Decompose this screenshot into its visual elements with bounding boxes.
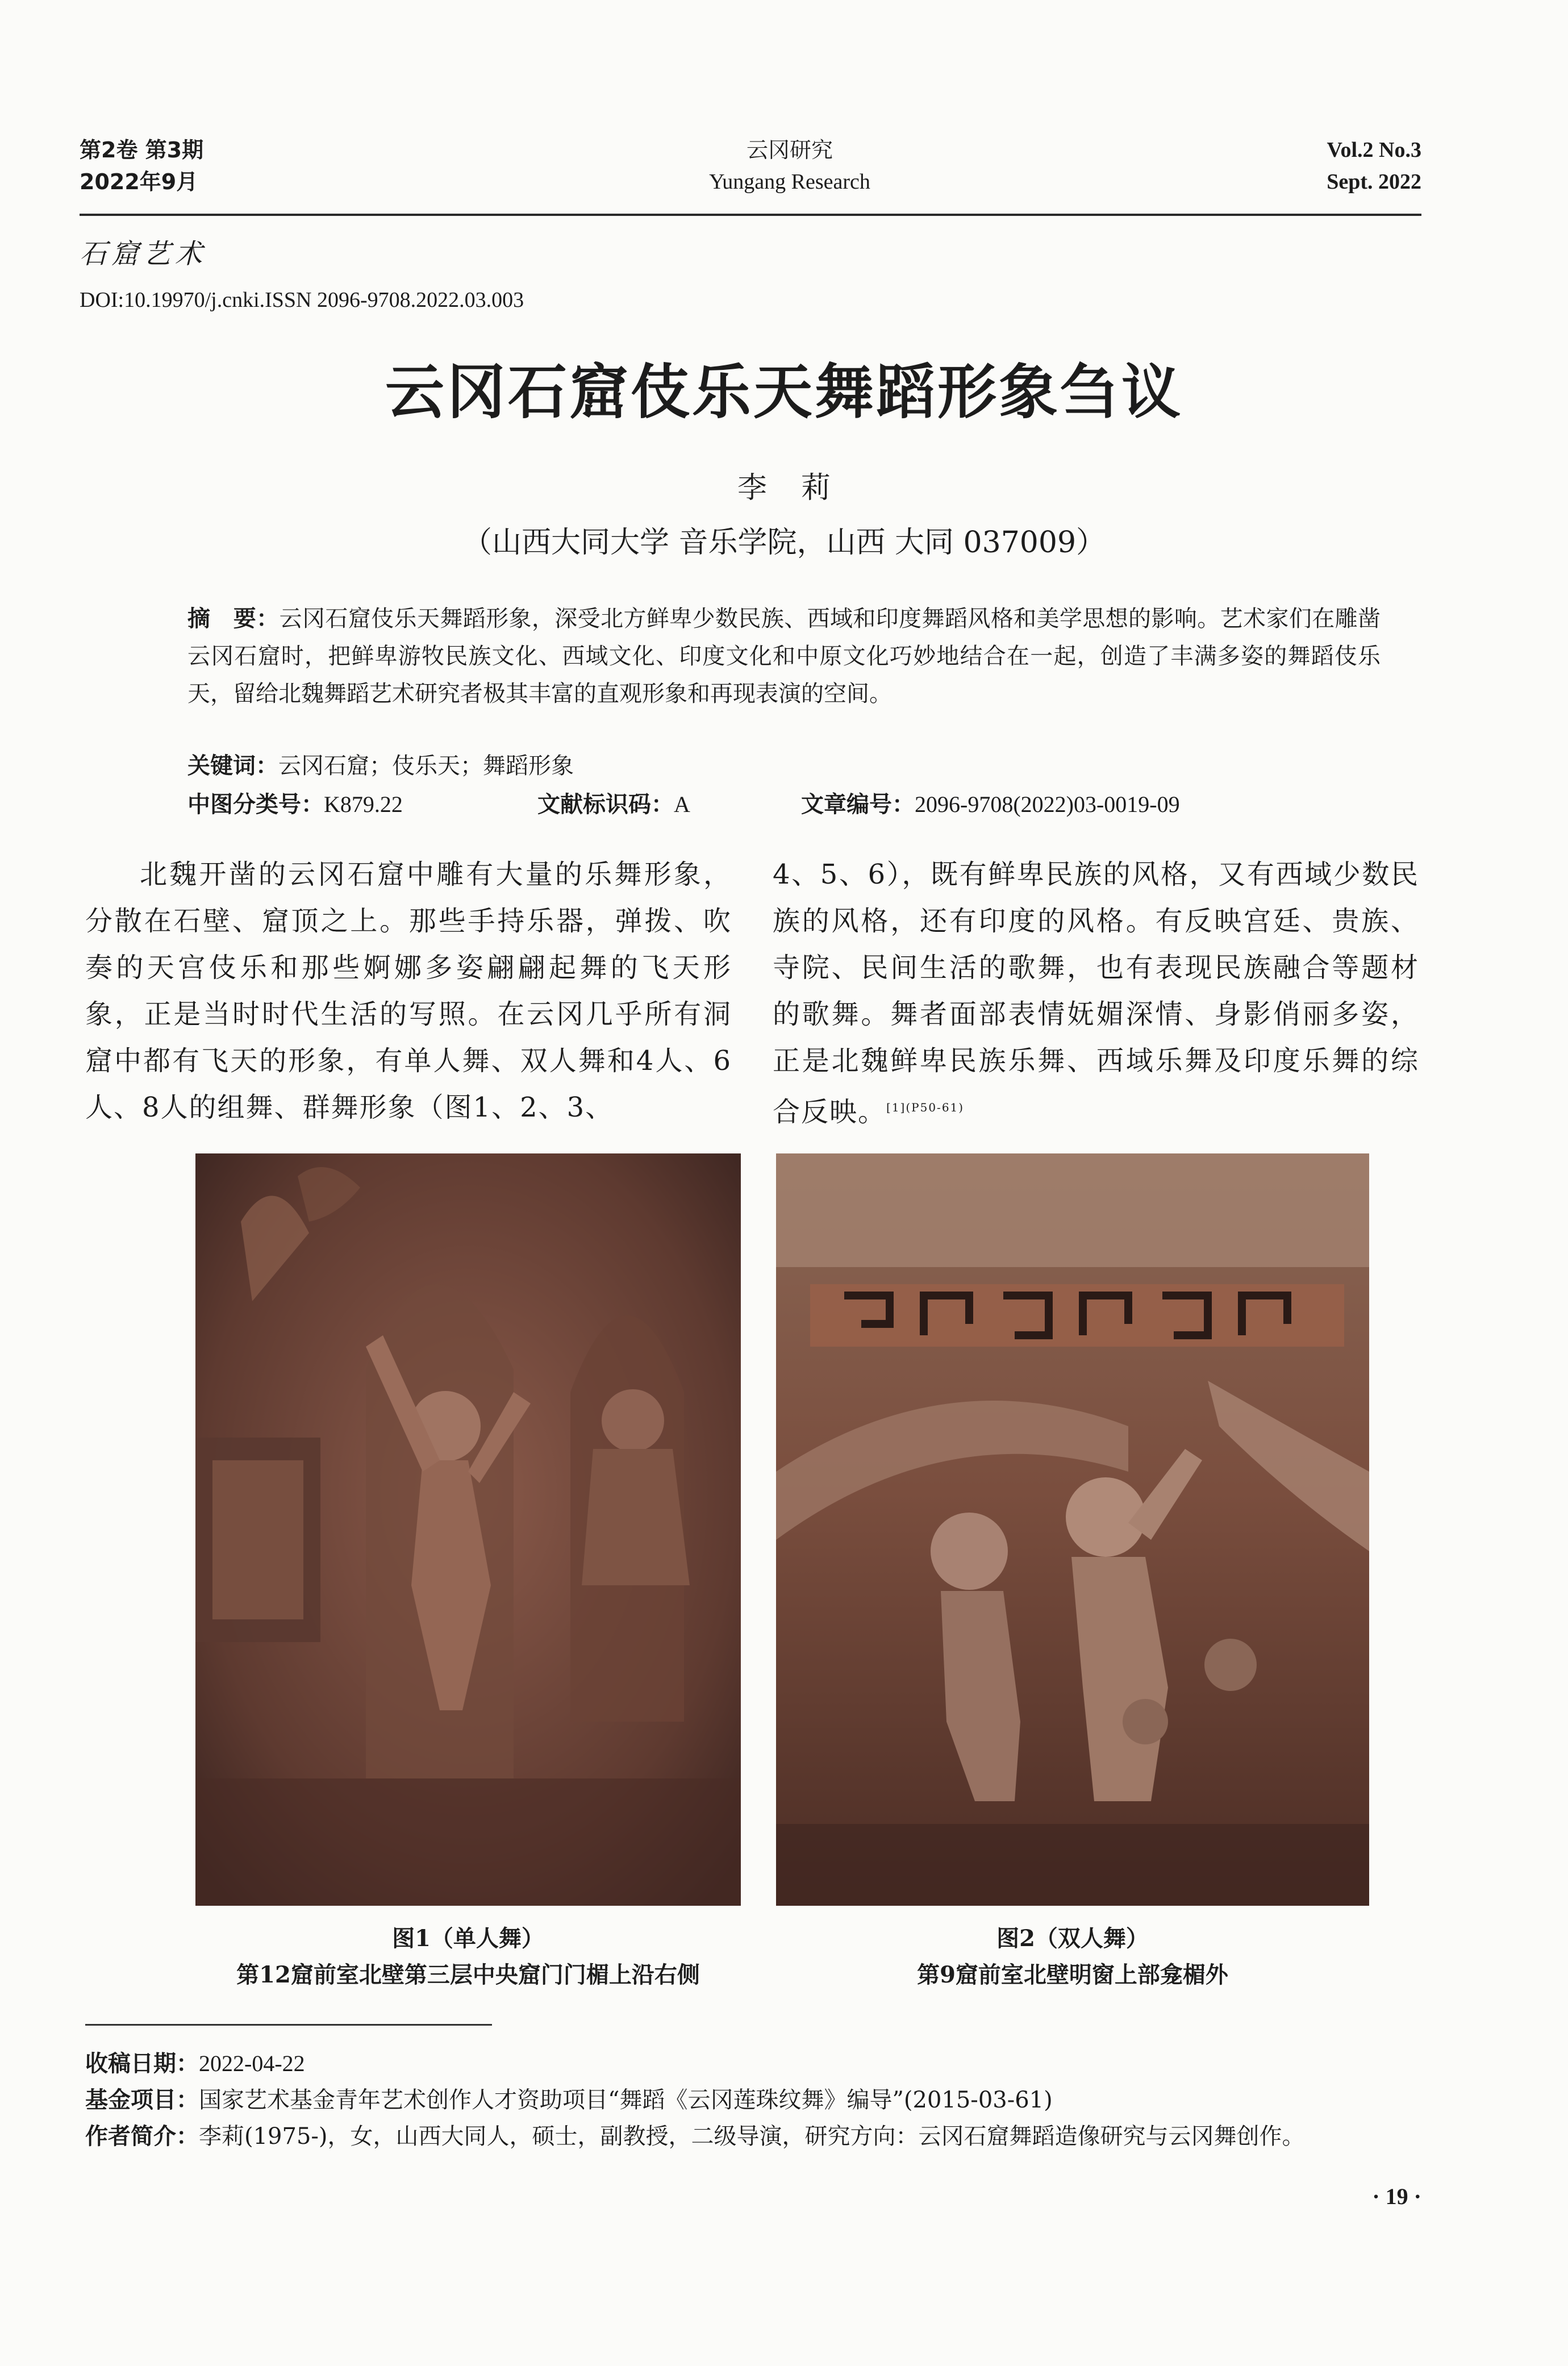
abstract <box>187 600 1381 713</box>
body-paragraph: 北魏开凿的云冈石窟中雕有大量的乐舞形象，分散在石壁、窟顶之上。那些手持乐器，弹拨、吹奏的天宫伎乐和那些婀娜多姿翩翩起舞的飞天形象，正是当时时代生活的写照。在云冈几乎所有洞窟中都有飞天的形象，有单人舞、双人舞和4人、6人、8人的组舞、群舞形象（图1、2、3、 <box>85 859 732 1123</box>
received-value: 2022-04-22 <box>199 2051 305 2076</box>
bio-value: 李莉(1975-)，女，山西大同人，硕士，副教授，二级导演，研究方向：云冈石窟舞蹈造像研究与云冈舞创作。 <box>199 2123 1305 2150</box>
article-no-value: 2096-9708(2022)03-0019-09 <box>915 792 1180 817</box>
figure-1-caption <box>195 1921 741 1993</box>
document-code <box>537 788 690 822</box>
fund-label: 基金项目： <box>85 2087 199 2113</box>
keywords <box>187 749 574 783</box>
journal-title-cn: 云冈研究 <box>746 138 833 163</box>
doc-code-label: 文献标识码： <box>537 792 674 818</box>
bio-label: 作者简介： <box>85 2123 199 2150</box>
volume-issue-en: Vol.2 No.3 <box>1327 138 1421 162</box>
figure-1-photo <box>195 1153 741 1906</box>
figure-2-description: 第9窟前室北壁明窗上部龛楣外 <box>917 1961 1228 1988</box>
article-title: 云冈石窟伎乐天舞蹈形象刍议 <box>385 357 1183 427</box>
issue-date-en: Sept. 2022 <box>1327 170 1421 194</box>
keywords-label: 关键词： <box>187 753 278 779</box>
author-name: 李莉 <box>737 471 865 505</box>
body-column-left <box>85 851 732 1131</box>
author-bio <box>85 2118 1449 2155</box>
section-label: 石窟艺术 <box>80 238 207 270</box>
body-column-right <box>773 851 1419 1135</box>
received-date <box>85 2046 1449 2082</box>
figure-1-relief <box>195 1153 741 1906</box>
footnote-rule <box>85 2024 492 2026</box>
figure-1-description: 第12窟前室北壁第三层中央窟门门楣上沿右侧 <box>236 1961 700 1988</box>
journal-volume-issue <box>80 134 203 198</box>
issue-date: 2022年9月 <box>80 169 198 194</box>
keywords-text: 云冈石窟；伎乐天；舞蹈形象 <box>278 753 574 779</box>
abstract-label: 摘 要： <box>187 606 280 632</box>
volume-issue: 第2卷 第3期 <box>80 138 204 163</box>
clc-value: K879.22 <box>324 792 403 817</box>
author-affiliation: （山西大同大学 音乐学院，山西 大同 037009） <box>462 526 1106 560</box>
fund-value: 国家艺术基金青年艺术创作人才资助项目“舞蹈《云冈莲珠纹舞》编导”(2015-03-61) <box>199 2087 1053 2113</box>
body-text: 4、5、6），既有鲜卑民族的风格，又有西域少数民族的风格，还有印度的风格。有反映宫廷、贵族、寺院、民间生活的歌舞，也有表现民族融合等题材的歌舞。舞者面部表情妩媚深情、身影俏丽多姿，正是北魏鲜卑民族乐舞、西域乐舞及印度乐舞的综合反映。 <box>773 859 1419 1128</box>
doi: DOI:10.19970/j.cnki.ISSN 2096-9708.2022.03.003 <box>80 288 524 312</box>
clc-number <box>187 788 403 822</box>
fund-project <box>85 2082 1449 2118</box>
figure-2-photo <box>776 1153 1369 1906</box>
received-label: 收稿日期： <box>85 2051 199 2077</box>
journal-title <box>614 134 966 198</box>
header-rule <box>80 214 1421 216</box>
journal-volume-issue-en <box>1327 134 1421 198</box>
abstract-text: 云冈石窟伎乐天舞蹈形象，深受北方鲜卑少数民族、西域和印度舞蹈风格和美学思想的影响。艺术家们在雕凿云冈石窟时，把鲜卑游牧民族文化、西域文化、印度文化和中原文化巧妙地结合在一起，创造了丰满多姿的舞蹈伎乐天，留给北魏舞蹈艺术研究者极其丰富的直观形象和再现表演的空间。 <box>187 606 1381 707</box>
doc-code-value: A <box>674 792 690 817</box>
page-number: · 19 · <box>1372 2184 1421 2209</box>
figure-2-label: 图2（双人舞） <box>996 1925 1149 1952</box>
body-paragraph <box>773 851 1419 1135</box>
citation-ref: [1](P50-61) <box>886 1101 965 1114</box>
article-number <box>801 788 1180 822</box>
article-no-label: 文章编号： <box>801 792 915 818</box>
journal-title-en: Yungang Research <box>709 170 870 194</box>
figure-2-relief <box>776 1153 1369 1906</box>
figure-2-caption <box>776 1921 1369 1993</box>
figure-1-label: 图1（单人舞） <box>392 1925 544 1952</box>
clc-label: 中图分类号： <box>187 792 324 818</box>
